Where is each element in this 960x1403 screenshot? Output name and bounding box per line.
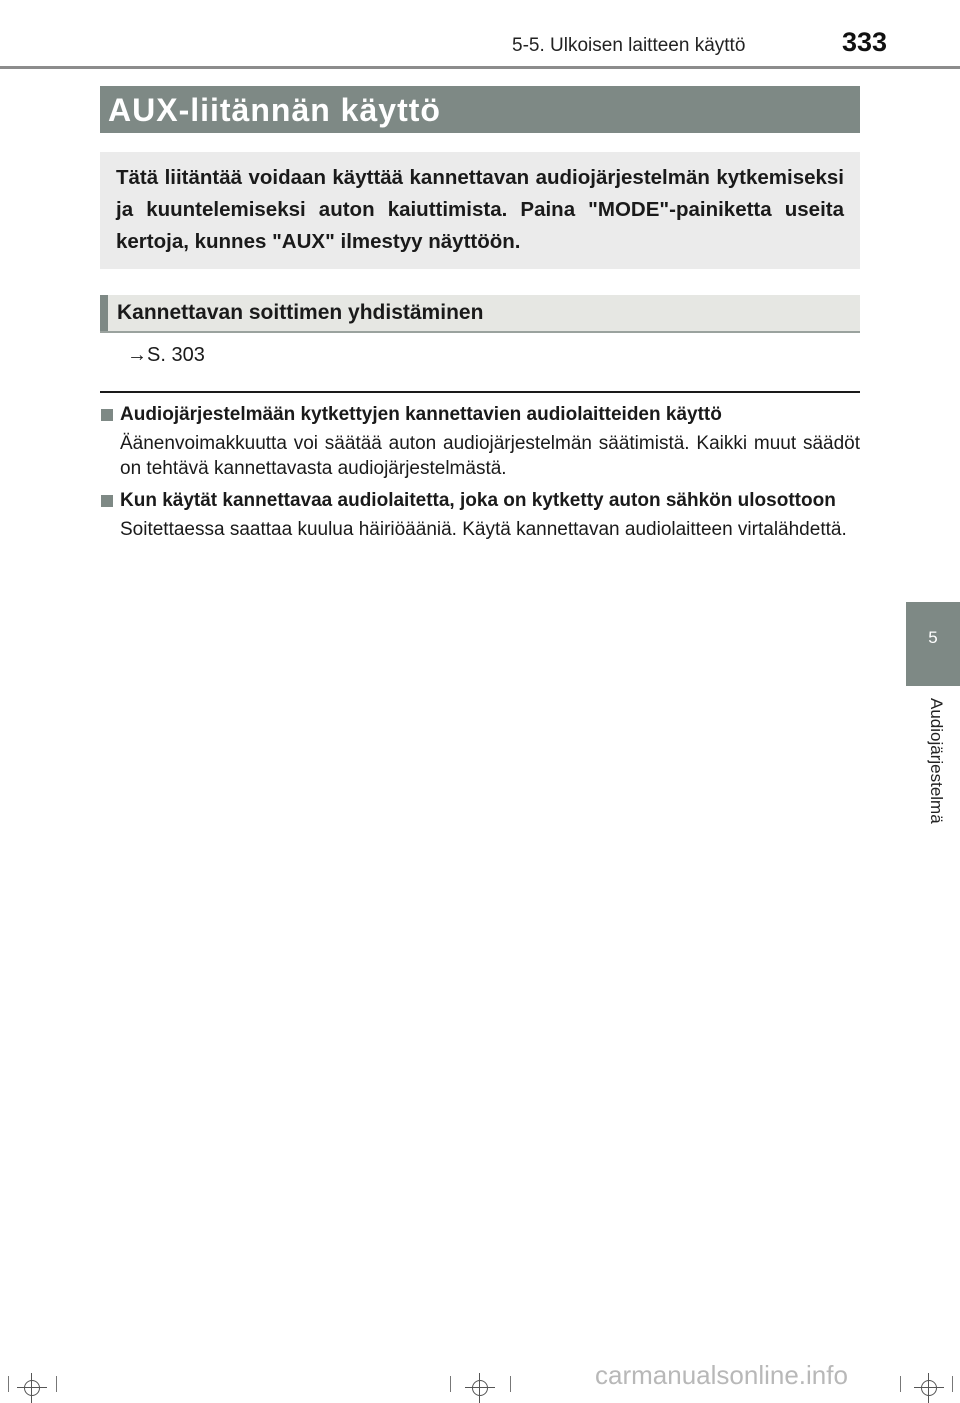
- watermark: carmanualsonline.info: [595, 1360, 848, 1390]
- section-title: AUX-liitännän käyttö: [108, 92, 441, 128]
- subsection-heading: Kannettavan soittimen yhdistäminen: [117, 301, 484, 324]
- note-heading-text: Audiojärjestelmään kytkettyjen kannettavien audiolaitteiden käyttö: [120, 404, 722, 425]
- page-number: 333: [842, 27, 888, 57]
- chapter-tab[interactable]: [906, 602, 960, 686]
- subsection-heading-bar: [100, 295, 860, 333]
- crop-mark: [8, 1376, 9, 1392]
- page-reference[interactable]: [127, 342, 205, 368]
- square-bullet-icon: [101, 409, 113, 421]
- subsection-accent: [100, 295, 108, 331]
- chapter-number: 5: [928, 628, 938, 647]
- note-item: [100, 488, 860, 542]
- note-body: Soitettaessa saattaa kuulua häiriöääniä. Käytä kannettavan audiolaitteen virtalähdettä.: [120, 519, 847, 540]
- intro-text: Tätä liitäntää voidaan käyttää kannettavan audiojärjestelmän kytkemiseksi ja kuuntelemiseksi auton kaiuttimista. Paina "MODE"-painiketta useita kertoja, kunnes "AUX" ilmestyy näyttöön.: [116, 166, 844, 253]
- header-divider: [0, 66, 960, 69]
- section-title-bar: [100, 86, 860, 133]
- note-heading-text: Kun käytät kannettavaa audiolaitetta, joka on kytketty auton sähkön ulosottoon: [120, 490, 836, 511]
- chapter-label: Audiojärjestelmä: [927, 698, 946, 824]
- section-divider: [100, 391, 860, 393]
- crop-mark: [450, 1376, 451, 1392]
- running-header-section: 5-5. Ulkoisen laitteen käyttö: [512, 35, 746, 56]
- note-heading: [100, 488, 860, 513]
- note-heading: [100, 402, 860, 427]
- note-body: Äänenvoimakkuutta voi säätää auton audiojärjestelmän säätimistä. Kaikki muut säädöt on tehtävä kannettavasta audiojärjestelmästä.: [120, 433, 860, 479]
- registration-mark-icon: [465, 1373, 495, 1403]
- registration-mark-icon: [914, 1373, 944, 1403]
- crop-mark: [900, 1376, 901, 1392]
- page-reference-text: S. 303: [147, 344, 205, 366]
- arrow-right-icon: →: [127, 344, 147, 366]
- note-item: [100, 402, 860, 481]
- crop-mark: [510, 1376, 511, 1392]
- intro-box: [100, 152, 860, 269]
- crop-mark: [952, 1376, 953, 1392]
- registration-mark-icon: [17, 1373, 47, 1403]
- square-bullet-icon: [101, 495, 113, 507]
- crop-mark: [56, 1376, 57, 1392]
